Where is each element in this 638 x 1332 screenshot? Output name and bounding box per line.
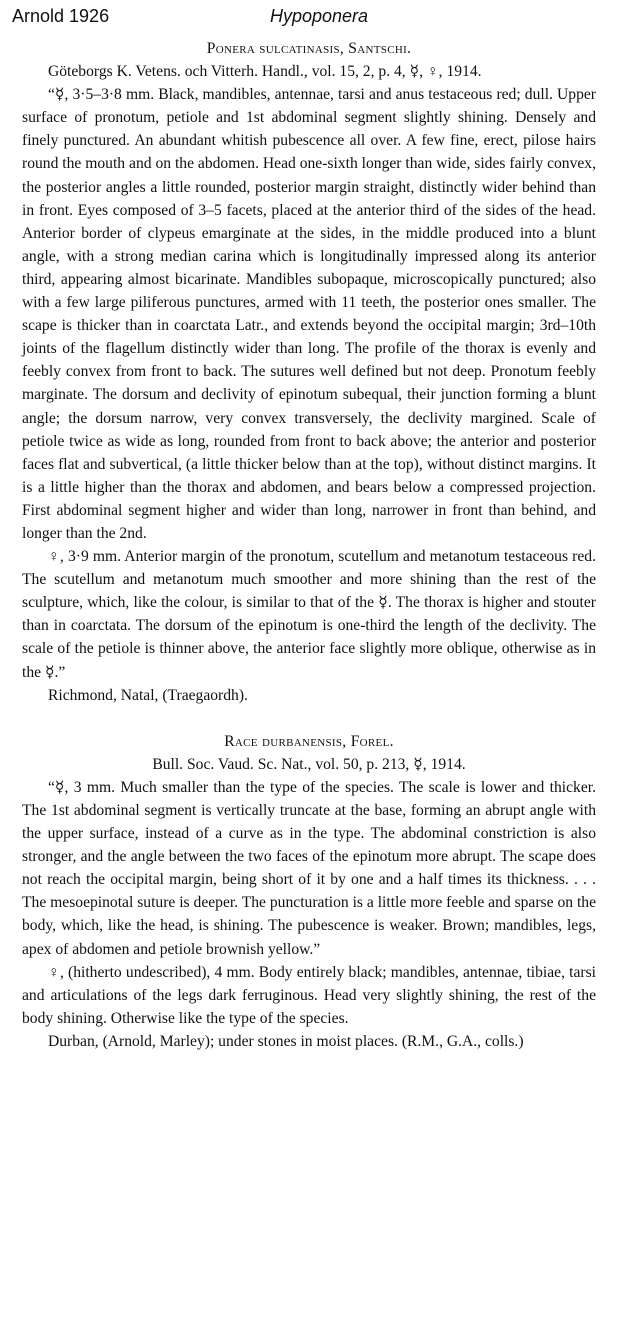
race-title-text: Race durbanensis, Forel.	[224, 732, 394, 750]
species-citation: Göteborgs K. Vetens. och Vitterh. Handl., vol. 15, 2, p. 4, ☿, ♀, 1914.	[48, 63, 482, 81]
header-genus: Hypoponera	[269, 6, 369, 26]
species-locality: Richmond, Natal, (Traegaordh).	[48, 686, 248, 704]
document-body	[22, 37, 596, 1053]
race-title	[22, 730, 596, 753]
species-title: Ponera sulcatinasis, Santschi.	[206, 40, 412, 57]
race-locality: Durban, (Arnold, Marley); under stones in moist places. (R.M., G.A., colls.)	[48, 1032, 524, 1050]
race-worker-description: “☿, 3 mm. Much smaller than the type of the species. The scale is lower and thicker. The 1st abdominal segment is vertically truncate at the base, forming an abrupt angle with the upper surface, instead of a curve as in the type. The abdominal constriction is also stronger, and the angle between the two faces of the epinotum more abrupt. The scape does not reach the occipital margin, being short of it by one and a half times its thickness. . . . The mesoepinotal suture is deeper. The puncturation is a little more feeble and sparse on the body, which, like the head, is shining. The pubescence is weaker. Brown; mandibles, legs, apex of abdomen and petiole brownish yellow.”	[22, 778, 596, 958]
species-female-description: ♀, 3·9 mm. Anterior margin of the pronotum, scutellum and metanotum testaceous red. The scutellum and metanotum much smoother and more shining than the rest of the sculpture, which, like the colour, is similar to that of the ☿. The thorax is higher and stouter than in coarctata. The dorsum of the epinotum is one-third the length of the declivity. The scale of the petiole is thinner above, the anterior face slightly more oblique, otherwise as in the ☿.”	[22, 548, 596, 681]
race-female-description: ♀, (hitherto undescribed), 4 mm. Body entirely black; mandibles, antennae, tibiae, tarsi and articulations of the legs dark ferruginous. Head very slightly shining, the rest of the body shining. Otherwise like the type of the species.	[22, 963, 596, 1027]
header-author-year: Arnold 1926	[12, 6, 110, 26]
race-citation: Bull. Soc. Vaud. Sc. Nat., vol. 50, p. 213, ☿, 1914.	[152, 755, 466, 773]
species-worker-description: “☿, 3·5–3·8 mm. Black, mandibles, antennae, tarsi and anus testaceous red; dull. Upper surface of pronotum, petiole and 1st abdominal segment slightly shining. Densely and finely punctured. An abundant whitish pubescence all over. A few fine, erect, pilose hairs round the mouth and on the abdomen. Head one-sixth longer than wide, sides fairly convex, the posterior angles a little rounded, posterior margin straight, distinctly wider behind than in front. Eyes composed of 3–5 facets, placed at the anterior third of the sides of the head. Anterior border of clypeus emarginate at the sides, in the middle produced into a blunt angle, with a strong median carina which is longitudinally impressed along its anterior third, appearing almost bicarinate. Mandibles subopaque, microscopically punctured; also with a few large piliferous punctures, armed with 11 teeth, the posterior ones smaller. The scape is thicker than in coarctata Latr., and extends beyond the occipital margin; 3rd–10th joints of the flagellum distinctly wider than long. The profile of the thorax is evenly and feebly convex from front to back. The sutures well defined but not deep. Pronotum feebly marginate. The dorsum and declivity of epinotum subequal, their junction forming a blunt angle; the dorsum narrow, very convex transversely, the declivity margined. Scale of petiole twice as wide as long, rounded from front to back above; the anterior and posterior faces flat and subvertical, (a little thicker below than at the top), without distinct margins. It is a little higher than the thorax and abdomen, and bears below a compressed projection. First abdominal segment higher and wider than long, narrower in front than behind, and longer than the 2nd.	[22, 86, 596, 542]
